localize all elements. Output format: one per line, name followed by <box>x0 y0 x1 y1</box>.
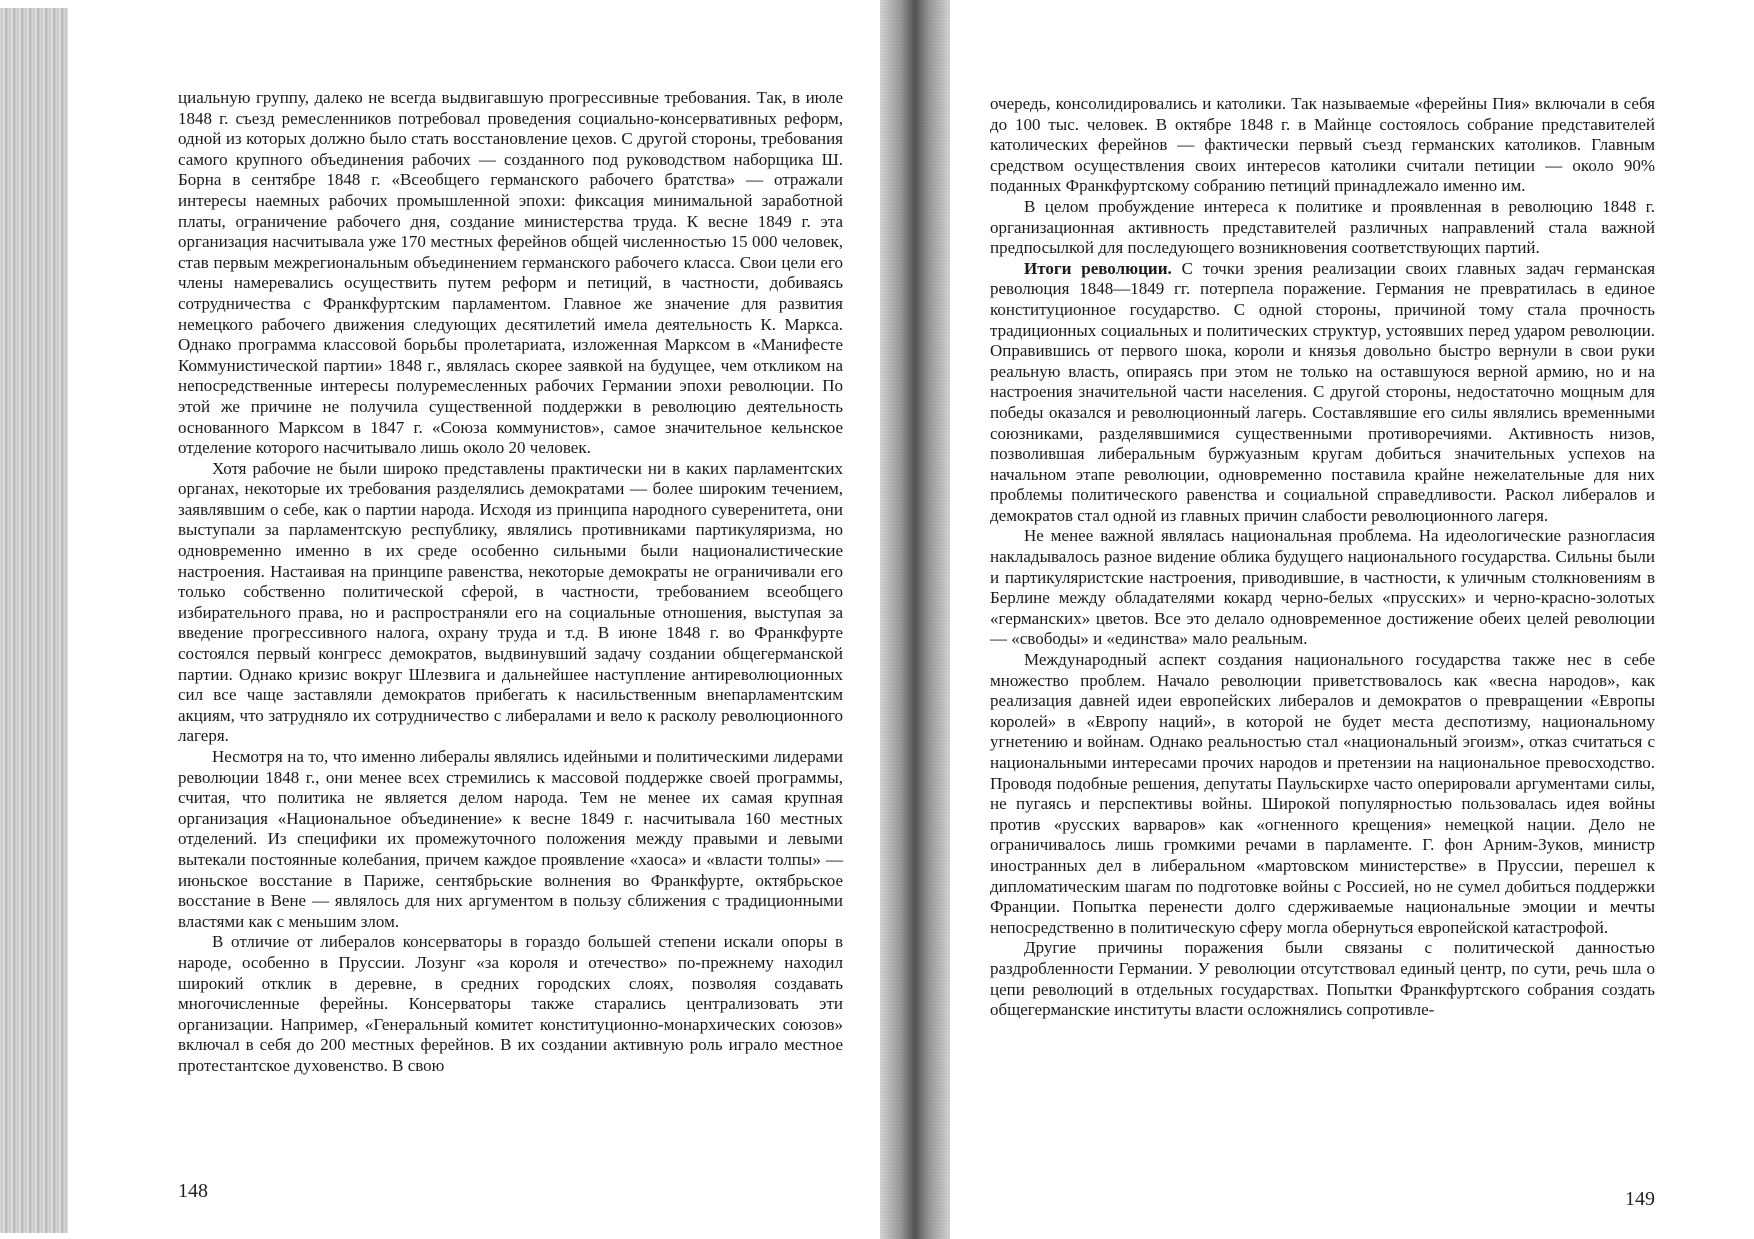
paragraph: циальную группу, далеко не всегда выдвигавшую прогрессивные требования. Так, в июле 1848 г. съезд ремесленников потребовал проведения социально-консервативных реформ, одной из которых должно было стать восстановление цехов. С другой стороны, требования самого крупного объединения рабочих — созданного под руководством наборщика Ш. Борна в сентябре 1848 г. «Всеобщего германского рабочего братства» — отражали интересы наемных рабочих промышленной эпохи: фиксация минимальной заработной платы, ограничение рабочего дня, создание министерства труда. К весне 1849 г. эта организация насчитывала уже 170 местных ферейнов общей численностью 15 000 человек, став первым межрегиональным объединением германского рабочего класса. Свои цели его члены намеревались осуществить путем реформ и петиций, в частности, добиваясь сотрудничества с Франкфуртским парламентом. Главное же значение для развития немецкого рабочего движения следующих десятилетий имела деятельность К. Маркса. Однако программа классовой борьбы пролетариата, изложенная Марксом в «Манифесте Коммунистической партии» 1848 г., являлась скорее заявкой на будущее, чем откликом на непосредственные интересы полуремесленных рабочих Германии эпохи революции. По этой же причине не получила существенной поддержки в революцию деятельность основанного Марксом в 1847 г. «Союза коммунистов», самое значительное кельнское отделение которого насчитывало лишь около 20 человек. <box>178 88 843 458</box>
paragraph: Хотя рабочие не были широко представлены практически ни в каких парламентских органах, некоторые их требования разделялись демократами — более широким течением, заявлявшим о себе, как о партии народа. Исходя из принципа народного суверенитета, они выступали за парламентскую республику, являлись противниками партикуляризма, но одновременно именно в их среде особенно сильными были националистические настроения. Настаивая на принципе равенства, некоторые демократы не ограничивали его только собственно политической сферой, в частности, требованием всеобщего избирательного права, но и распространяли его на социальные отношения, выступая за введение прогрессивного налога, охрану труда и т.д. В июне 1848 г. во Франкфурте состоялся первый конгресс демократов, выдвинувший задачу создании общегерманской партии. Однако кризис вокруг Шлезвига и дальнейшее наступление антиреволюционных сил все чаще заставляли демократов прибегать к насильственным внепарламентским акциям, что затрудняло их сотрудничество с либералами и вело к расколу революционного лагеря. <box>178 458 843 746</box>
right-page <box>990 0 1655 1239</box>
left-page-text <box>178 88 843 1077</box>
paragraph: Другие причины поражения были связаны с политической данностью раздробленности Германии. У революции отсутствовал единый центр, по сути, речь шла о цепи революций в отдельных государствах. Попытки Франкфуртского собрания создать общегерманские институты власти осложнялись сопротивле- <box>990 938 1655 1020</box>
paragraph: Международный аспект создания национального государства также нес в себе множество проблем. Начало революции приветствовалось как «весна народов», как реализация давней идеи европейских либералов и демократов о превращении «Европы королей» в «Европу наций», в которой не будет места деспотизму, национальному угнетению и войнам. Однако реальностью стал «национальный эгоизм», отказ считаться с национальными интересами прочих народов и претензии на национальное превосходство. Проводя подобные решения, депутаты Паульскирхе часто оперировали аргументами силы, не пугаясь и перспективы войны. Широкой популярностью пользовалась идея войны против «русских варваров» как «огненного крещения» немецкой нации. Дело не ограничивалось лишь громкими речами в парламенте. Г. фон Арним-Зуков, министр иностранных дел в либеральном «мартовском министерстве» в Пруссии, перешел к дипломатическим шагам по подготовке войны с Россией, но не сумел добиться поддержки Франции. Попытка перенести долго сдерживаемые национальные эмоции и мечты непосредственно в политическую сферу могла обернуться европейской катастрофой. <box>990 650 1655 937</box>
section-text: С точки зрения реализации своих главных задач германская революция 1848—1849 гг. потерпела поражение. Германия не превратилась в единое конституционное государство. С одной стороны, причиной тому стала прочность традиционных социальных и политических структур, устоявших перед ударом революции. Оправившись от первого шока, короли и князья довольно быстро вернули в свои руки реальную власть, опираясь при этом не только на оставшуюся верной армию, но и на настроения значительной части населения. С другой стороны, недостаточно мощным для победы оказался и революционный лагерь. Составлявшие его силы являлись временными союзниками, разделявшимися существенными противоречиями. Активность низов, позволившая либеральным буржуазным кругам добиться значительных успехов на начальном этапе революции, одновременно поставила крайне нежелательные для них проблемы политического равенства и социальной справедливости. Раскол либералов и демократов стал одной из главных причин слабости революционного лагеря. <box>990 258 1656 525</box>
paragraph: Несмотря на то, что именно либералы являлись идейными и политическими лидерами революции 1848 г., они менее всех стремились к массовой поддержке своей программы, считая, что политика не является делом народа. Тем не менее их самая крупная организация «Национальное объединение» к весне 1849 г. насчитывала 160 местных отделений. Из специфики их промежуточного положения между правыми и левыми вытекали постоянные колебания, причем каждое проявление «хаоса» и «власти толпы» — июньское восстание в Париже, сентябрьские волнения во Франкфурте, октябрьское восстание в Вене — являлось для них аргументом в пользу сближения с традиционными властями как с меньшим злом. <box>178 747 843 931</box>
page-edge-shadow <box>0 8 68 1233</box>
paragraph: Не менее важной являлась национальная проблема. На идеологические разногласия накладывалось разное видение облика будущего национального государства. Сильны были и партикуляристские настроения, приводившие, в частности, к уличным столкновениям в Берлине между обладателями кокард черно-белых «прусских» и черно-красно-золотых «германских» цветов. Все это делало одновременное достижение обеих целей революции — «свободы» и «единства» мало реальным. <box>990 526 1655 649</box>
right-page-text <box>990 94 1655 1021</box>
section-paragraph <box>990 259 1655 527</box>
left-page <box>178 0 843 1239</box>
paragraph: В отличие от либералов консерваторы в гораздо большей степени искали опоры в народе, особенно в Пруссии. Лозунг «за короля и отечество» по-прежнему находил широкий отклик в деревне, в средних городских слоях, позволяя создавать многочисленные ферейны. Консерваторы также старались централизовать эти организации. Например, «Генеральный комитет конституционно-монархических союзов» включал в себя до 200 местных ферейнов. В их создании активную роль играло местное протестантское духовенство. В свою <box>178 932 843 1075</box>
paragraph: очередь, консолидировались и католики. Так называемые «ферейны Пия» включали в себя до 100 тыс. человек. В октябре 1848 г. в Майнце состоялось собрание представителей католических ферейнов — фактически первый съезд германских католиков. Главным средством осуществления своих интересов католики считали петиции — около 90% поданных Франкфуртскому собранию петиций принадлежало именно им. <box>990 94 1655 196</box>
paragraph: В целом пробуждение интереса к политике и проявленная в революцию 1848 г. организационная активность представителей различных направлений стала важной предпосылкой для последующего возникновения соответствующих партий. <box>990 196 1655 258</box>
book-gutter <box>880 0 950 1239</box>
page-number-left: 148 <box>178 1180 208 1202</box>
section-heading: Итоги революции. <box>1024 258 1172 278</box>
page-number-right: 149 <box>1625 1188 1655 1210</box>
